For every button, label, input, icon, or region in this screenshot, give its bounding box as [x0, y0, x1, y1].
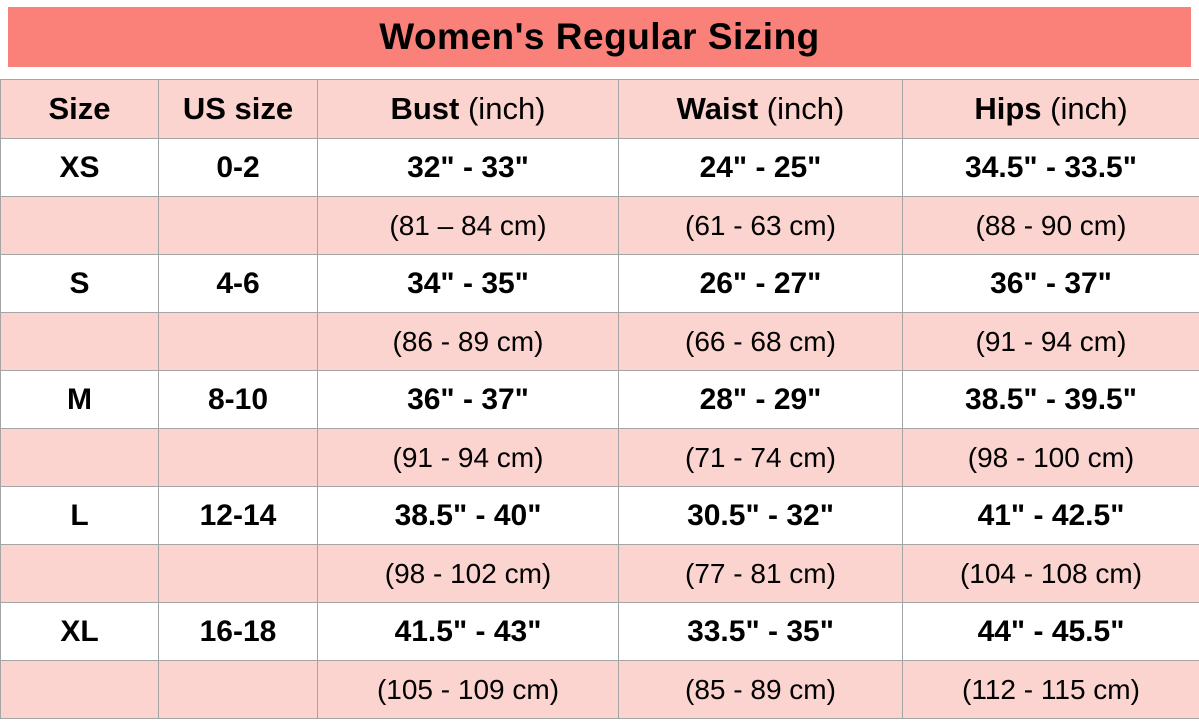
us-size-cell: 12-14 [159, 487, 318, 545]
hips-inch-cell: 38.5" - 39.5" [903, 371, 1199, 429]
hips-cm-cell: (91 - 94 cm) [903, 313, 1199, 371]
us-size-cell: 8-10 [159, 371, 318, 429]
column-header-hips: Hips (inch) [903, 80, 1199, 139]
waist-cm-cell: (66 - 68 cm) [619, 313, 903, 371]
us-size-cell: 4-6 [159, 255, 318, 313]
size-cell: XS [1, 139, 159, 197]
size-cell-empty [1, 313, 159, 371]
bust-inch-cell: 32" - 33" [318, 139, 619, 197]
us-size-cell-empty [159, 661, 318, 719]
size-cell: M [1, 371, 159, 429]
waist-inch-cell: 28" - 29" [619, 371, 903, 429]
row-l-cm [1, 545, 1199, 603]
hips-inch-cell: 41" - 42.5" [903, 487, 1199, 545]
bust-inch-cell: 34" - 35" [318, 255, 619, 313]
bust-inch-cell: 36" - 37" [318, 371, 619, 429]
size-cell: XL [1, 603, 159, 661]
row-l-inch [1, 487, 1199, 545]
waist-inch-cell: 30.5" - 32" [619, 487, 903, 545]
us-size-cell: 16-18 [159, 603, 318, 661]
us-size-cell-empty [159, 313, 318, 371]
us-size-cell-empty [159, 545, 318, 603]
hips-cm-cell: (98 - 100 cm) [903, 429, 1199, 487]
row-xs-cm [1, 197, 1199, 255]
sizing-table [0, 79, 1199, 719]
row-m-inch [1, 371, 1199, 429]
row-m-cm [1, 429, 1199, 487]
size-cell-empty [1, 545, 159, 603]
bust-inch-cell: 38.5" - 40" [318, 487, 619, 545]
waist-inch-cell: 33.5" - 35" [619, 603, 903, 661]
row-s-cm [1, 313, 1199, 371]
bust-cm-cell: (105 - 109 cm) [318, 661, 619, 719]
size-cell-empty [1, 661, 159, 719]
bust-cm-cell: (91 - 94 cm) [318, 429, 619, 487]
waist-cm-cell: (61 - 63 cm) [619, 197, 903, 255]
waist-inch-cell: 26" - 27" [619, 255, 903, 313]
size-cell-empty [1, 197, 159, 255]
row-s-inch [1, 255, 1199, 313]
waist-cm-cell: (71 - 74 cm) [619, 429, 903, 487]
size-cell: S [1, 255, 159, 313]
hips-inch-cell: 34.5" - 33.5" [903, 139, 1199, 197]
us-size-cell-empty [159, 197, 318, 255]
column-header-size: Size [1, 80, 159, 139]
bust-cm-cell: (86 - 89 cm) [318, 313, 619, 371]
waist-cm-cell: (85 - 89 cm) [619, 661, 903, 719]
page-title: Women's Regular Sizing [379, 16, 820, 57]
bust-inch-cell: 41.5" - 43" [318, 603, 619, 661]
hips-cm-cell: (112 - 115 cm) [903, 661, 1199, 719]
bust-cm-cell: (81 – 84 cm) [318, 197, 619, 255]
waist-inch-cell: 24" - 25" [619, 139, 903, 197]
hips-cm-cell: (104 - 108 cm) [903, 545, 1199, 603]
header-row [1, 80, 1199, 139]
column-header-us-size: US size [159, 80, 318, 139]
hips-inch-cell: 44" - 45.5" [903, 603, 1199, 661]
hips-inch-cell: 36" - 37" [903, 255, 1199, 313]
row-xl-inch [1, 603, 1199, 661]
size-cell-empty [1, 429, 159, 487]
size-cell: L [1, 487, 159, 545]
waist-cm-cell: (77 - 81 cm) [619, 545, 903, 603]
title-banner [8, 7, 1191, 67]
column-header-waist: Waist (inch) [619, 80, 903, 139]
row-xl-cm [1, 661, 1199, 719]
us-size-cell: 0-2 [159, 139, 318, 197]
row-xs-inch [1, 139, 1199, 197]
hips-cm-cell: (88 - 90 cm) [903, 197, 1199, 255]
us-size-cell-empty [159, 429, 318, 487]
column-header-bust: Bust (inch) [318, 80, 619, 139]
bust-cm-cell: (98 - 102 cm) [318, 545, 619, 603]
